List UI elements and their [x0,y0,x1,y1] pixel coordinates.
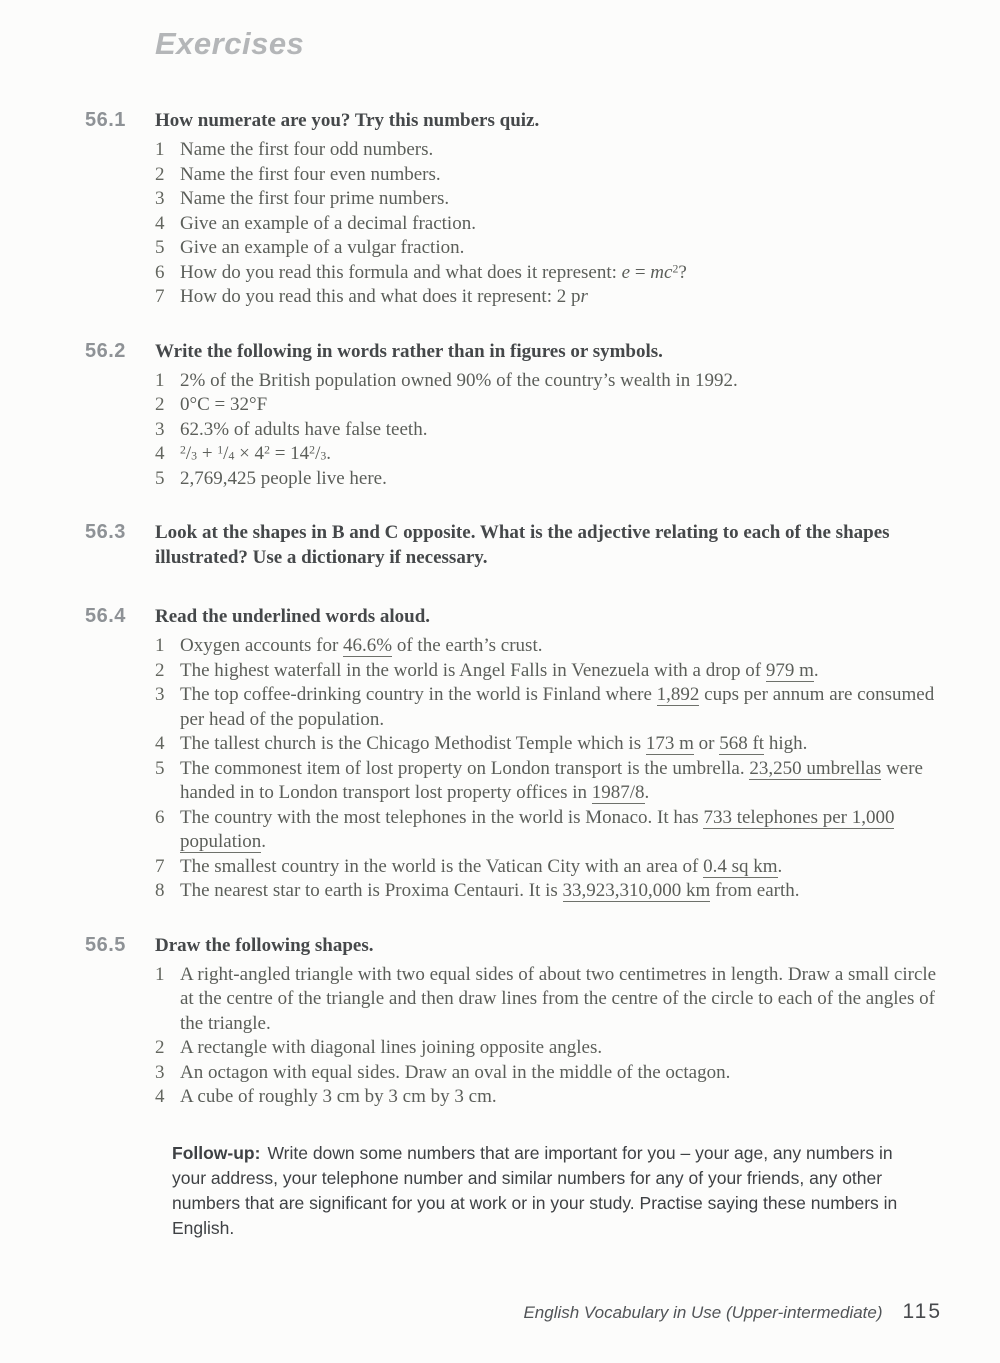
exercise-56-4 [85,604,945,904]
page-title: Exercises [155,26,305,61]
page-footer [523,1300,942,1324]
exercise-body [155,520,945,575]
exercise-item [155,757,945,806]
item-number: 6 [155,806,165,828]
exercise-item [155,634,945,659]
text-segment: 979 m [765,659,814,681]
text-segment: Give an example of a vulgar fraction. [180,237,465,258]
text-segment: 4 [228,449,235,463]
text-segment: The country with the most telephones in the world is Monaco. It has [180,806,704,828]
text-segment: 1 [217,443,224,457]
item-number: 2 [155,659,165,681]
exercise-number: 56.2 [85,339,126,362]
text-segment: 2% of the British population owned 90% of the country’s wealth in 1992. [180,369,738,391]
text-segment: / [315,443,321,464]
text-segment: Name the first four odd numbers. [180,139,434,160]
footer-book-title: English Vocabulary in Use (Upper-intermediate) [523,1303,883,1322]
text-segment: . [644,782,650,803]
exercise-item [155,418,945,443]
text-segment: Name the first four prime numbers. [180,188,450,209]
exercise-item [155,285,945,310]
text-segment: 1987/8 [591,782,645,803]
item-number: 1 [155,963,165,985]
item-text [180,393,945,418]
exercise-item [155,261,945,286]
item-text [180,732,945,757]
text-segment: 46.6% [343,635,393,656]
exercise-item [155,467,945,492]
text-segment: How do you read this formula and what does it represent: [180,261,622,283]
exercise-item [155,659,945,684]
follow-up-label: Follow-up: [172,1142,261,1163]
text-segment: 33,923,310,000 km [562,880,711,901]
exercise-item [155,732,945,757]
item-number: 4 [155,212,165,234]
item-number: 1 [155,635,165,656]
text-segment: A rectangle with diagonal lines joining opposite angles. [180,1037,603,1058]
item-number: 7 [155,286,165,307]
text-segment: or [693,733,720,754]
item-number: 4 [155,443,165,464]
text-segment: = 14 [269,443,310,464]
item-text [180,212,945,237]
text-segment: mc [650,261,673,283]
text-segment: 3 [320,449,327,463]
item-number: 7 [155,855,165,877]
exercise-item [155,855,945,880]
exercise-heading: Read the underlined words aloud. [155,606,431,627]
item-text [180,1061,945,1086]
text-segment: e [621,261,631,283]
exercise-item [155,163,945,188]
exercise-number: 56.3 [85,521,126,543]
text-segment: / [223,443,229,464]
text-segment: 733 telephones per 1,000 population [180,806,895,852]
exercise-heading: Look at the shapes in B and C opposite. What is the adjective relating to each of the shapes illustrated? Use a dictionary if necessary. [155,522,890,568]
text-segment: + [197,443,218,464]
item-number: 5 [155,237,165,258]
item-number: 1 [155,139,165,160]
item-number: 3 [155,188,165,209]
exercise-body [155,604,945,904]
exercise-number: 56.4 [85,605,126,627]
text-segment: high. [764,733,808,754]
exercise-body [155,108,945,310]
exercise-item [155,1085,945,1110]
item-text [180,879,945,904]
text-segment: 2 [264,443,270,457]
item-text [180,855,945,880]
text-segment: were handed in to London transport lost property offices in [180,757,923,803]
text-segment: A right-angled triangle with two equal sides of about two centimetres in length. Draw a small circle at the centre of the triangle and then draw lines from the centre of the circle to each of the angles of the triangle. [180,963,937,1034]
item-text [180,261,945,286]
exercise-item-list [155,369,945,492]
text-segment: . [777,855,783,877]
item-text [180,683,945,732]
item-number: 5 [155,467,165,489]
exercise-item [155,1036,945,1061]
exercise-56-3 [85,520,945,575]
item-number: 1 [155,369,165,391]
exercise-56-5 [85,933,945,1110]
text-segment: r [580,286,588,307]
item-number: 2 [155,163,165,185]
text-segment: Give an example of a decimal fraction. [180,212,476,234]
item-text [180,806,945,855]
text-segment: 568 ft [719,733,765,754]
text-segment: An octagon with equal sides. Draw an oval in the middle of the octagon. [180,1061,731,1083]
item-text [180,285,945,310]
text-segment: of the earth’s crust. [392,635,543,656]
item-text [180,187,945,212]
text-segment: 1,892 [656,684,700,705]
exercise-heading: How numerate are you? Try this numbers quiz. [155,110,540,131]
text-segment: The commonest item of lost property on London transport is the umbrella. [180,757,750,779]
item-text [180,634,945,659]
text-segment: from earth. [710,880,800,901]
item-number: 8 [155,880,165,901]
item-text [180,467,945,492]
text-segment: The tallest church is the Chicago Methodist Temple which is [180,733,646,754]
text-segment: × 4 [234,443,265,464]
text-segment: 2 [180,443,186,457]
text-segment: The smallest country in the world is the Vatican City with an area of [180,855,704,877]
item-number: 2 [155,1037,165,1058]
item-text [180,1085,945,1110]
exercise-heading: Draw the following shapes. [155,934,374,956]
exercise-56-1 [85,108,945,310]
item-text [180,659,945,684]
exercise-body [155,339,945,492]
text-segment: 0°C = 32°F [180,394,268,415]
text-segment: 62.3% of adults have false teeth. [180,418,428,440]
text-segment: . [326,443,331,464]
exercise-item [155,138,945,163]
text-segment: cups per annum are consumed per head of the population. [180,684,935,730]
exercise-number: 56.1 [85,109,126,131]
footer-page-number: 115 [902,1300,942,1323]
text-segment: The nearest star to earth is Proxima Centauri. It is [180,880,563,901]
exercise-item [155,442,945,467]
exercise-item-list [155,634,945,904]
text-segment: = [630,261,651,283]
text-segment: 2 [672,262,679,276]
text-segment: . [813,659,819,681]
exercise-item-list [155,963,945,1110]
item-text [180,1036,945,1061]
exercise-item [155,369,945,394]
item-number: 4 [155,733,165,754]
item-text [180,369,945,394]
exercise-number: 56.5 [85,933,126,956]
follow-up-note [172,1141,917,1241]
item-text [180,418,945,443]
exercise-item [155,963,945,1037]
text-segment: 0.4 sq km [703,855,778,877]
exercise-item [155,187,945,212]
text-segment: The top coffee-drinking country in the world is Finland where [180,684,657,705]
text-segment: How do you read this and what does it represent: 2 p [180,286,581,307]
exercise-item-list [155,138,945,310]
text-segment: 2 [309,443,316,457]
item-text [180,138,945,163]
item-text [180,963,945,1037]
item-number: 4 [155,1086,165,1107]
item-number: 3 [155,418,165,440]
item-number: 5 [155,757,165,779]
text-segment: 2,769,425 people live here. [180,467,387,489]
exercise-item [155,879,945,904]
item-text [180,163,945,188]
item-number: 3 [155,1061,165,1083]
item-text [180,236,945,261]
exercise-item [155,806,945,855]
text-segment: A cube of roughly 3 cm by 3 cm by 3 cm. [180,1086,497,1107]
text-segment: 3 [191,449,198,463]
exercise-item [155,393,945,418]
text-segment: Oxygen accounts for [180,635,344,656]
item-number: 6 [155,261,165,283]
text-segment: 173 m [645,733,694,754]
text-segment: 23,250 umbrellas [749,757,882,779]
text-segment: . [261,831,267,852]
text-segment: / [185,443,192,464]
text-segment: The highest waterfall in the world is Angel Falls in Venezuela with a drop of [180,659,766,681]
exercise-56-2 [85,339,945,492]
item-number: 2 [155,394,165,415]
exercise-item [155,236,945,261]
item-text [180,757,945,806]
text-segment: ? [678,261,687,283]
exercise-heading: Write the following in words rather than in figures or symbols. [155,340,663,362]
item-text [180,442,945,467]
exercise-item [155,212,945,237]
exercise-item [155,1061,945,1086]
item-number: 3 [155,684,165,705]
text-segment: Name the first four even numbers. [180,163,441,185]
exercise-body [155,933,945,1110]
follow-up-text: Write down some numbers that are important for you – your age, any numbers in your address, your telephone number and similar numbers for any of your friends, any other numbers that are significant for you at work or in your study. Practise saying these numbers in English. [172,1142,898,1238]
exercise-item [155,683,945,732]
